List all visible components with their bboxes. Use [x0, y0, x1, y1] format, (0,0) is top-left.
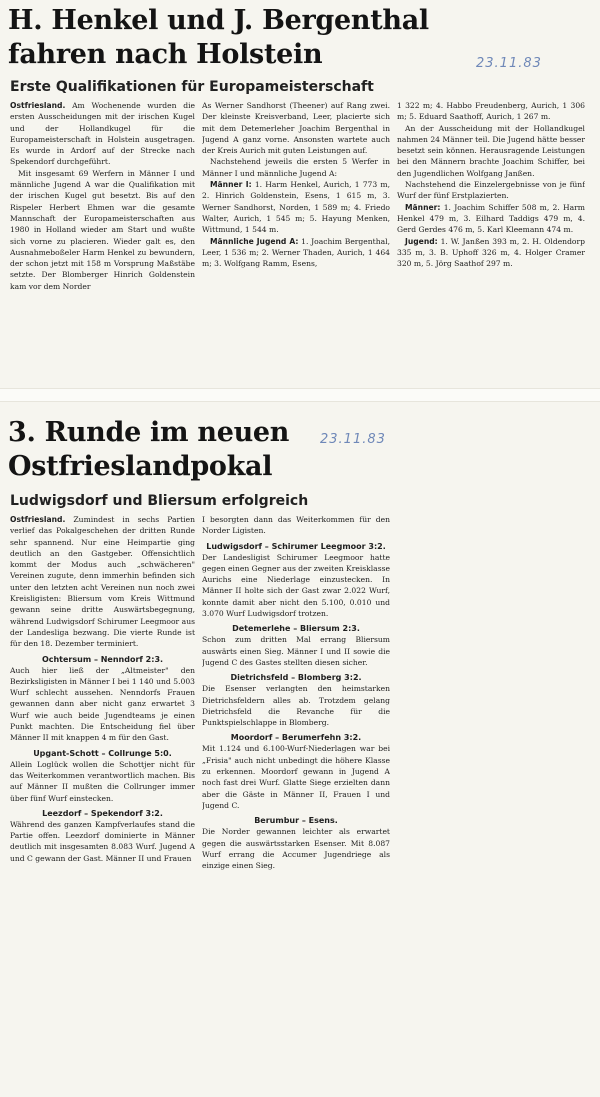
article-1-col3-paragraph-1: 1 322 m; 4. Habbo Freudenberg, Aurich, 1 306 m; 5. Eduard Saathoff, Aurich, 1 267 m.	[397, 101, 585, 122]
article-1-col3-paragraph-3: Nachstehend die Einzelergebnisse von je fünf Wurf der fünf Erstplazierten.	[397, 180, 585, 201]
article-1-headline-line-2: fahren nach Holstein	[8, 39, 323, 70]
article-2-col2-paragraph-1: I besorgten dann das Weiterkommen für den Norder Ligisten.	[202, 515, 390, 536]
youth-a-results: 1. Joachim Bergenthal, Leer, 1 536 m; 2. Werner Thaden, Aurich, 1 464 m; 3. Wolfgang Ramm, Esens,	[202, 236, 390, 269]
article-1-column-1	[10, 100, 195, 386]
article-1-column-2	[202, 100, 390, 386]
match-text-ochtersum-nenndorf: Auch hier ließ der „Altmeister" den Bezirksligisten in Männer I bei 1 140 und 5.003 Wurf schlecht aussehen. Nenndorfs Frauen gewannen dann aber nicht ganz erwartet 3 Wurf wie auch beide Jugendteams je einen Punkt machten. Die Entscheidung fiel über Männer II mit knappen 4 m für den Gast.	[10, 665, 195, 743]
article-2-headline-line-2: Ostfrieslandpokal	[8, 451, 273, 482]
article-1-headline-line-1: H. Henkel und J. Bergenthal	[8, 5, 429, 36]
article-2-subheadline: Ludwigsdorf und Bliersum erfolgreich	[10, 493, 309, 509]
article-1-subheadline: Erste Qualifikationen für Europameisterschaft	[10, 79, 374, 95]
match-title-berumbur-esens: Berumbur – Esens.	[254, 816, 338, 826]
article-2-column-2	[202, 514, 390, 1094]
article-1-column-3	[397, 100, 585, 386]
match-text-detemerlehe-bliersum: Schon zum dritten Mal errang Bliersum auswärts einen Sieg. Männer I und II sowie die Jugend C des Gastes stellten diesen sicher.	[202, 635, 390, 667]
article-1-col2-paragraph-2: Nachstehend jeweils die ersten 5 Werfer in Männer I und männliche Jugend A:	[202, 157, 390, 178]
article-clipping-2	[0, 402, 600, 1097]
match-text-upgant-collrunge: Allein Loglück wollen die Schottjer nicht für das Weiterkommen verantwortlich machen. Bis auf Männer II mußten die Collrunger immer über fünf Wurf einstecken.	[10, 759, 195, 803]
match-title-leezdorf-spekendorf: Leezdorf – Spekendorf 3:2.	[42, 808, 163, 818]
article-2-headline-line-1: 3. Runde im neuen	[8, 417, 290, 448]
match-text-dietrichsfeld-blomberg: Die Esenser verlangten den heimstarken Dietrichsfeldern alles ab. Trotzdem gelang Dietrichsfeld die Revanche für die Punktspielschlappe in Blomberg.	[202, 684, 390, 728]
article-1-col2-paragraph-1: As Werner Sandhorst (Theener) auf Rang zwei. Der kleinste Kreisverband, Leer, placierte sich mit dem Detemerleher Joachim Bergenthal in Jugend A ganz vorne. Ansonsten wartete auch der Kreis Aurich mit guten Leistungen auf.	[202, 101, 390, 156]
match-text-moordorf-berumerfehn: Mit 1.124 und 6.100-Wurf-Niederlagen war bei „Frisia" auch nicht unbedingt die höhere Klasse zu erkennen. Moordorf gewann in Jugend A noch fast drei Wurf. Glatte Siege erzielten dann aber die Gäste in Männer II, Frauen I und Jugend C.	[202, 744, 390, 810]
men-1-results: 1. Harm Henkel, Aurich, 1 773 m, 2. Hinrich Goldenstein, Esens, 1 615 m, 3. Werner Sandhorst, Norden, 1 589 m; 4. Friedo Walter, Aurich, 1 545 m; 5. Hayung Menken, Wittmund, 1 544 m.	[202, 180, 390, 235]
match-title-moordorf-berumerfehn: Moordorf – Berumerfehn 3:2.	[230, 733, 362, 743]
match-title-dietrichsfeld-blomberg: Dietrichsfeld – Blomberg 3:2.	[230, 673, 362, 683]
match-text-leezdorf-spekendorf: Während des ganzen Kampfverlaufes stand die Partie offen. Leezdorf dominierte in Männer deutlich mit insgesamten 8.083 Wurf. Jugend A und C gewann der Gast. Männer II und Frauen	[10, 819, 195, 863]
article-2-column-1	[10, 514, 195, 1094]
youth-a-results-label: Männliche Jugend A:	[210, 236, 299, 246]
match-title-ochtersum-nenndorf: Ochtersum – Nenndorf 2:3.	[41, 654, 164, 664]
match-text-berumbur-esens: Die Norder gewannen leichter als erwartet gegen die auswärtsstarken Esenser. Mit 8.087 Wurf errang die Accumer Jugendriege als einzige einen Sieg.	[202, 827, 390, 871]
article-2-handwritten-date: 23.11.83	[320, 432, 386, 447]
article-1-col1-paragraph-2: Mit insgesamt 69 Werfern in Männer I und männliche Jugend A war die Qualifikation mit der irischen Kugel gut besetzt. Bis auf den Rispeler Herbert Ehmen war die gesamte Mannschaft der Europameisterschaften aus 1980 in Holland wieder am Start und wußte sich vorne zu placieren. Wieder galt es, den Ausnahmeboßeler Harm Henkel zu bewundern, der schon jetzt mit 158 m Vorsprung Maßstäbe setzte. Der Blomberger Hinrich Goldenstein kam vor dem Norder	[10, 168, 195, 291]
match-title-ludwigsdorf-schirum: Ludwigsdorf – Schirumer Leegmoor 3:2.	[206, 541, 386, 551]
holland-youth-label: Jugend:	[405, 236, 438, 246]
men-1-results-label: Männer I:	[210, 180, 252, 190]
article-2-col1-paragraph-1: Zumindest in sechs Partien verlief das Pokalgeschehen der dritten Runde sehr spannend. Nur eine Heimpartie ging deutlich an den Gastgeber. Offensichtlich kommt der Modus auch „schwächeren" Vereinen zugute, denn immerhin befinden sich unter den letzten acht Vereinen nun noch zwei Kreisligisten: Bliersum vom Kreis Wittmund gewann seine dritte Auswärtsbegegnung, während Ludwigsdorf Schirumer Leegmoor aus der Landesliga bezwang. Die vierte Runde ist für den 18. Dezember terminiert.	[10, 515, 195, 649]
match-title-detemerlehe-bliersum: Detemerlehe – Bliersum 2:3.	[232, 624, 360, 634]
article-1-handwritten-date: 23.11.83	[476, 56, 542, 71]
match-text-ludwigsdorf-schirum: Der Landesligist Schirumer Leegmoor hatte gegen einen Gegner aus der zweiten Kreisklasse Aurichs eine Niederlage einzustecken. In Männer II holte sich der Gast zwar 2.022 Wurf, konnte damit aber nicht den 5.100, 0.010 und 3.070 Wurf Ludwigsdorf trotzen.	[202, 552, 390, 619]
holland-men-results: 1. Joachim Schiffer 508 m, 2. Harm Henkel 479 m, 3. Eilhard Taddigs 479 m, 4. Gerd Gerdes 476 m, 5. Karl Kleemann 474 m.	[397, 202, 585, 235]
article-1-col3-paragraph-2: An der Ausscheidung mit der Hollandkugel nahmen 24 Männer teil. Die Jugend hätte besser besetzt sein können. Herausragende Leistungen bei den Männern brachte Joachim Schiffer, bei den Jugendlichen Wolfgang Janßen.	[397, 123, 585, 178]
holland-men-label: Männer:	[405, 202, 441, 212]
article-clipping-1	[0, 0, 600, 388]
holland-youth-results: 1. W. Janßen 393 m, 2. H. Oldendorp 335 m, 3. B. Uphoff 326 m, 4. Holger Cramer 320 m, 5. Jörg Saathof 297 m.	[397, 236, 585, 269]
article-2-dateline: Ostfriesland.	[10, 515, 66, 524]
article-1-dateline: Ostfriesland.	[10, 101, 66, 110]
match-title-upgant-collrunge: Upgant-Schott – Collrunge 5:0.	[33, 748, 172, 758]
article-1-col1-paragraph-1: Am Wochenende wurden die ersten Ausscheidungen mit der irischen Kugel und der Hollandkugel für die Europameisterschaft in Holstein ausgetragen. Es wurde in Ardorf auf der Strecke nach Spekendorf durchgeführt.	[10, 101, 195, 167]
